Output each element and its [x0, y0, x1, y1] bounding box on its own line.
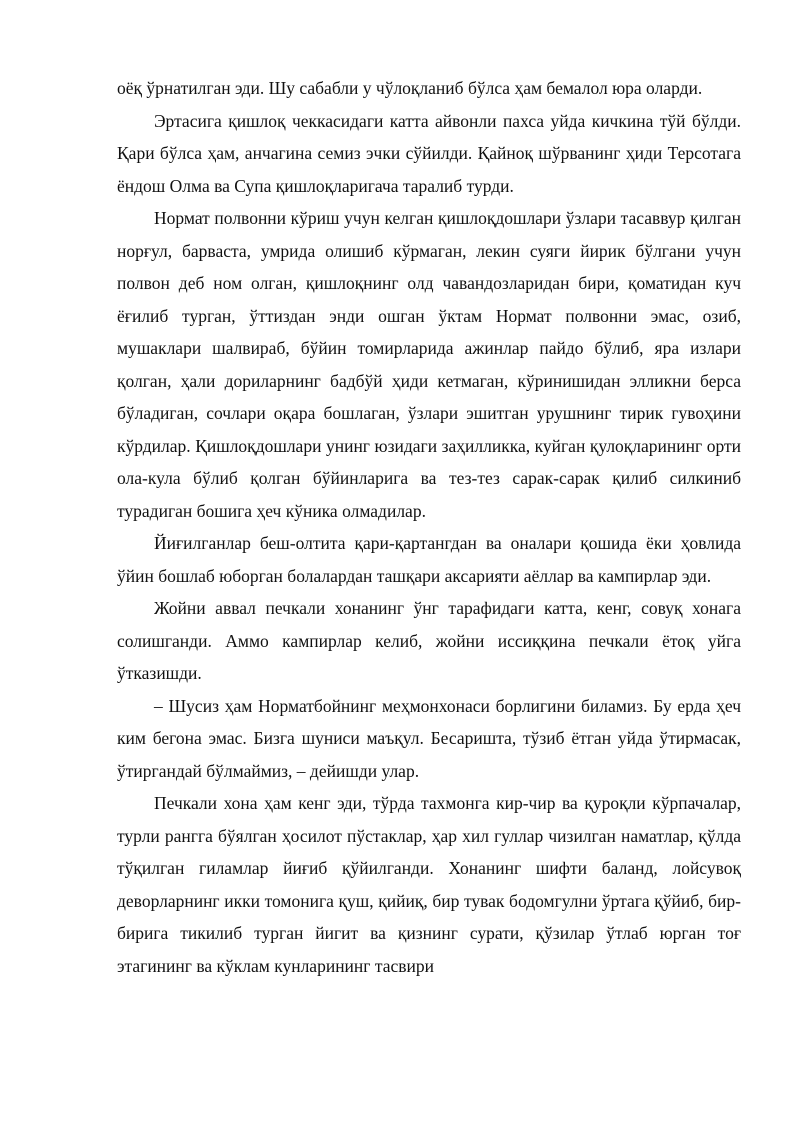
paragraph: Эртасига қишлоқ чеккасидаги катта айвонли пахса уйда кичкина тўй бўлди. Қари бўлса ҳам, анчагина семиз эчки сўйилди. Қайноқ шўрванинг ҳиди Терсотага ёндош Олма ва Супа қишлоқларигача таралиб турди.	[117, 110, 741, 196]
paragraph: Нормат полвонни кўриш учун келган қишлоқдошлари ўзлари тасаввур қилган норғул, барваста, умрида олишиб кўрмаган, лекин суяги йирик бўлгани учун полвон деб ном олган, қишлоқнинг олд чавандозларидан бири, қоматидан куч ёғилиб турган, ўттиздан энди ошган ўктам Нормат полвонни эмас, озиб, мушаклари шалвираб, бўйин томирларида ажинлар пайдо бўлиб, яра излари қолган, ҳали дориларнинг бадбўй ҳиди кетмаган, кўринишидан элликни берса бўладиган, сочлари оқара бошлаган, ўзлари эшитган урушнинг тирик гувоҳини кўрдилар. Қишлоқдошлари унинг юзидаги заҳилликка, куйган қулоқларининг орти ола-кула бўлиб қолган бўйинларига ва тез-тез сарак-сарак қилиб силкиниб турадиган бошига ҳеч кўника олмадилар.	[117, 208, 741, 521]
document-page	[117, 72, 741, 982]
paragraph: Йиғилганлар беш-олтита қари-қартангдан ва оналари қошида ёки ҳовлида ўйин бошлаб юборган болалардан ташқари аксарияти аёллар ва кампирлар эди.	[117, 533, 741, 586]
paragraph-continuation: оёқ ўрнатилган эди. Шу сабабли у чўлоқланиб бўлса ҳам бемалол юра оларди.	[117, 78, 703, 98]
paragraph: Печкали хона ҳам кенг эди, тўрда тахмонга кир-чир ва қуроқли кўрпачалар, турли рангга бўялган ҳосилот пўстаклар, ҳар хил гуллар чизилган наматлар, қўлда тўқилган гиламлар йиғиб қўйилганди. Хонанинг шифти баланд, лойсувоқ деворларнинг икки томонига қуш, қийиқ, бир тувак бодомгулни ўртага қўйиб, бир-бирига тикилиб турган йигит ва қизнинг сурати, қўзилар ўтлаб юрган тоғ этагининг ва кўклам кунларининг тасвири	[117, 793, 741, 976]
paragraph: Жойни аввал печкали хонанинг ўнг тарафидаги катта, кенг, совуқ хонага солишганди. Аммо кампирлар келиб, жойни иссиққина печкали ётоқ уйга ўтказишди.	[117, 598, 741, 683]
dialogue-paragraph: – Шусиз ҳам Норматбойнинг меҳмонхонаси борлигини биламиз. Бу ерда ҳеч ким бегона эмас. Бизга шуниси маъқул. Бесаришта, тўзиб ётган уйда ўтирмасак, ўтиргандай бўлмаймиз, – дейишди улар.	[117, 695, 741, 781]
